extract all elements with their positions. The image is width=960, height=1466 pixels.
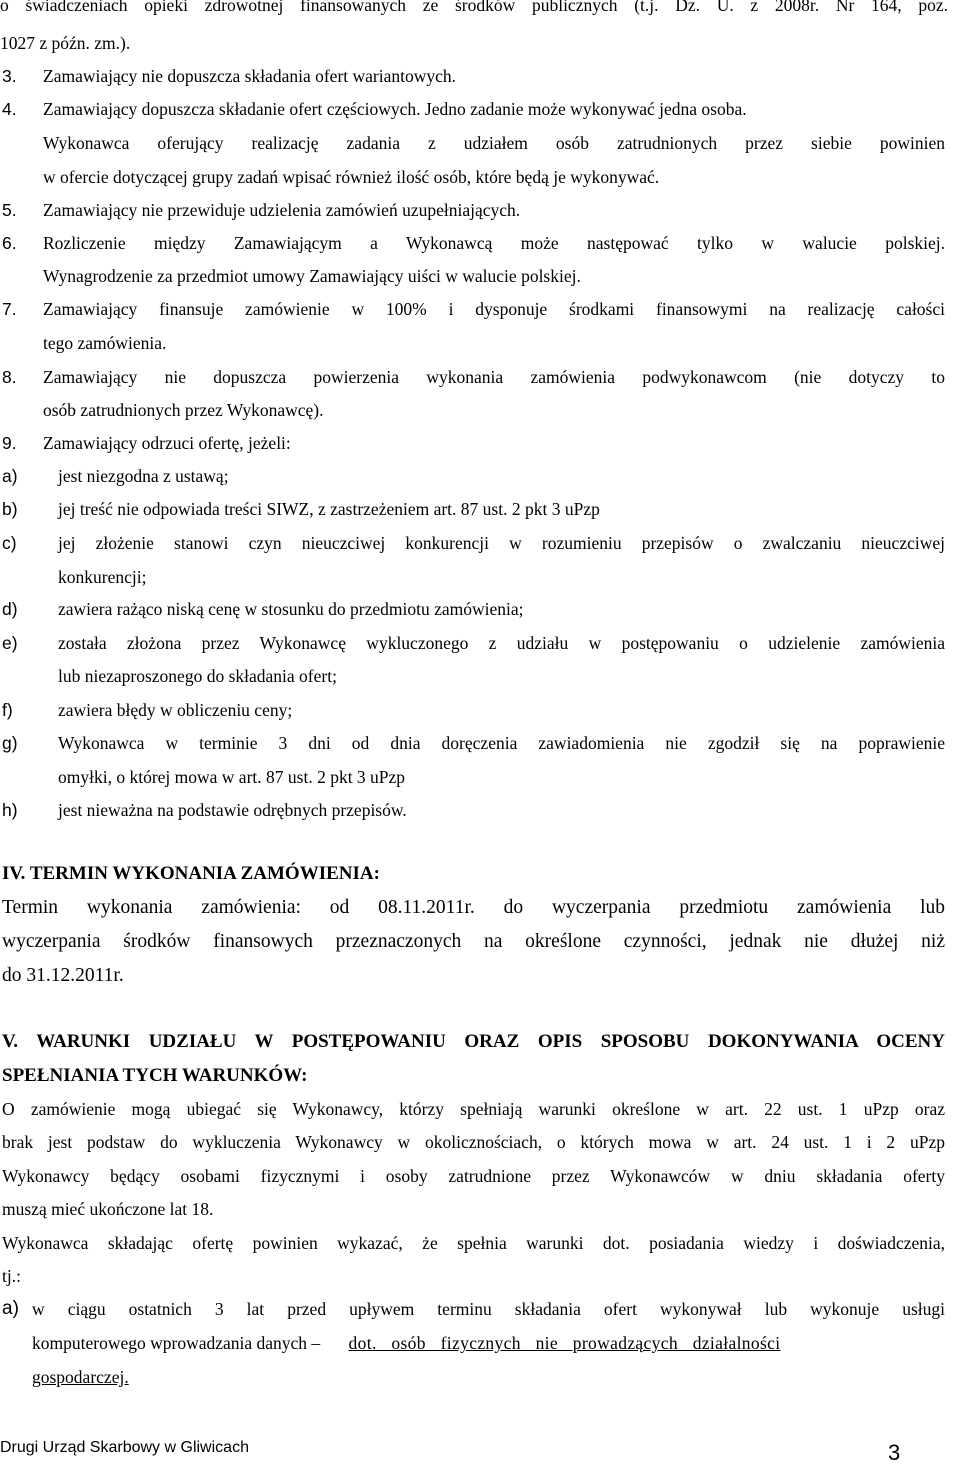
subitem-text: konkurencji; [58,567,147,587]
subitem-text: Wykonawca w terminie 3 dni od dnia doręczenia zawiadomienia nie zgodził się na poprawienie [58,733,945,753]
section-iv-text: wyczerpania środków finansowych przeznaczonych na określone czynności, jednak nie dłużej niż [2,931,945,952]
section-v-text: Wykonawcy będący osobami fizycznymi i osoby zatrudnione przez Wykonawców w dniu składania oferty [2,1166,945,1186]
section-heading-v-cont: SPEŁNIANIA TYCH WARUNKÓW: [2,1065,308,1086]
subitem-letter: e) [2,633,18,653]
subitem-letter: a) [2,1298,19,1319]
item-number: 9. [2,433,17,453]
item-text: tego zamówienia. [43,333,167,353]
subitem-text: omyłki, o której mowa w art. 87 ust. 2 pkt 3 uPzp [58,767,406,787]
item-number: 8. [2,367,17,387]
section-iv-text: do 31.12.2011r. [2,965,124,986]
subitem-letter: d) [2,599,18,619]
subitem-letter: c) [2,533,17,553]
item-number: 3. [2,66,17,86]
page-number: 3 [888,1440,901,1465]
item-text: Wykonawca oferujący realizację zadania z udziałem osób zatrudnionych przez siebie powinien [43,133,945,153]
subitem-text: lub niezaproszonego do składania ofert; [58,666,337,686]
section-v-text: muszą mieć ukończone lat 18. [2,1199,214,1219]
section-v-text: O zamówienie mogą ubiegać się Wykonawcy, którzy spełniają warunki określone w art. 22 ust. 1 uPzp oraz [2,1099,945,1119]
subitem-letter: a) [2,466,18,486]
subitem-text: jej złożenie stanowi czyn nieuczciwej konkurencji w rozumieniu przepisów o zwalczaniu nieuczciwej [58,533,945,553]
section-v-text: Wykonawca składając ofertę powinien wykazać, że spełnia warunki dot. posiadania wiedzy i doświadczenia, [2,1233,945,1253]
subitem-text: jest nieważna na podstawie odrębnych przepisów. [58,800,407,820]
footer-office-name: Drugi Urząd Skarbowy w Gliwicach [0,1439,249,1456]
section-v-item-a-underlined: dot. osób fizycznych nie prowadzących działalności [348,1333,781,1353]
item-text: Zamawiający nie dopuszcza powierzenia wykonania zamówienia podwykonawcom (nie dotyczy to [43,367,945,387]
item-number: 5. [2,200,17,220]
intro-line-2: 1027 z późn. zm.). [0,33,131,53]
subitem-letter: b) [2,499,18,519]
subitem-text: zawiera błędy w obliczeniu ceny; [58,700,293,720]
item-text: Rozliczenie między Zamawiającym a Wykonawcą może następować tylko w walucie polskiej. [43,233,945,253]
section-v-item-a-text-3: gospodarczej. [32,1367,129,1387]
item-text: Zamawiający nie dopuszcza składania ofert wariantowych. [43,66,457,86]
section-v-text: tj.: [2,1266,21,1286]
subitem-text: zawiera rażąco niską cenę w stosunku do przedmiotu zamówienia; [58,599,524,619]
subitem-letter: f) [2,700,13,720]
item-number: 6. [2,233,17,253]
item-text: Zamawiający nie przewiduje udzielenia zamówień uzupełniających. [43,200,521,220]
item-number: 7. [2,299,17,319]
subitem-text: jest niezgodna z ustawą; [58,466,229,486]
subitem-letter: g) [2,733,18,753]
item-text: Zamawiający dopuszcza składanie ofert częściowych. Jedno zadanie może wykonywać jedna osoba. [43,99,747,119]
item-text: Zamawiający odrzuci ofertę, jeżeli: [43,433,291,453]
subitem-letter: h) [2,800,18,820]
subitem-text: została złożona przez Wykonawcę wykluczonego z udziału w postępowaniu o udzielenie zamówienia [58,633,945,653]
section-v-item-a-text: w ciągu ostatnich 3 lat przed upływem terminu składania ofert wykonywał lub wykonuje usługi [32,1299,945,1319]
section-heading-v: V. WARUNKI UDZIAŁU W POSTĘPOWANIU ORAZ OPIS SPOSOBU DOKONYWANIA OCENY [2,1031,945,1052]
section-v-item-a-plain: komputerowego wprowadzania danych – [32,1333,321,1353]
item-text: Wynagrodzenie za przedmiot umowy Zamawiający uiści w walucie polskiej. [43,266,581,286]
section-v-text: brak jest podstaw do wykluczenia Wykonawcy w okolicznościach, o których mowa w art. 24 ust. 1 i 2 uPzp [2,1132,945,1152]
section-iv-text: Termin wykonania zamówienia: od 08.11.2011r. do wyczerpania przedmiotu zamówienia lub [2,897,945,918]
intro-line-1: o świadczeniach opieki zdrowotnej finansowanych ze środków publicznych (t.j. Dz. U. z 2008r. Nr 164, poz. [0,0,948,15]
item-text: Zamawiający finansuje zamówienie w 100% i dysponuje środkami finansowymi na realizację całości [43,299,945,319]
subitem-text: jej treść nie odpowiada treści SIWZ, z zastrzeżeniem art. 87 ust. 2 pkt 3 uPzp [58,499,600,519]
section-v-item-a-text-2 [32,1332,781,1354]
item-text: osób zatrudnionych przez Wykonawcę). [43,400,324,420]
section-heading-iv: IV. TERMIN WYKONANIA ZAMÓWIENIA: [2,863,380,884]
item-number: 4. [2,99,17,119]
item-text: w ofercie dotyczącej grupy zadań wpisać również ilość osób, które będą je wykonywać. [43,167,660,187]
